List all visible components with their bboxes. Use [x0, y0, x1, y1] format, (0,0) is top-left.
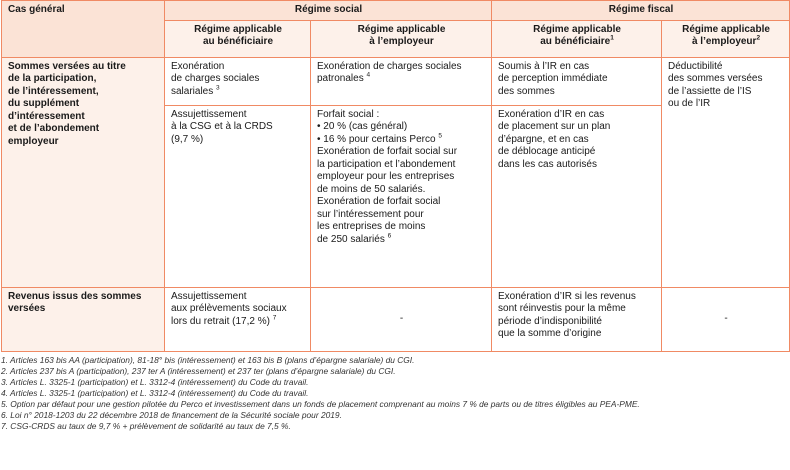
footnote-ref: 6 [387, 232, 392, 240]
cell-prelevements-sociaux: Assujettissement aux prélèvements sociaux lors du retrait (17,2 %) $^7$ [165, 287, 311, 351]
cell-assujettissement-csg: Assujettissement à la CSG et à la CRDS (9,7 %) [165, 105, 311, 287]
footnotes [1, 355, 789, 432]
subheader-social-beneficiaire: Régime applicable au bénéficiaire [165, 20, 311, 57]
cell-exoneration-ir-placement: Exonération d’IR en cas de placement sur un plan d’épargne, et en cas de déblocage anticipé dans les cas autorisés [492, 105, 662, 287]
footnote-5: 5. Option par défaut pour une gestion pilotée du Perco et investissement dans un fonds de placement comprenant au moins 7 % de parts ou de titres éligibles au PEA-PME. [1, 398, 640, 409]
regime-table [1, 0, 790, 352]
footnote-1: 1. Articles 163 bis AA (participation), 81-18° bis (intéressement) et 163 bis B (plans d’épargne salariale) du CGI. [1, 354, 415, 365]
cell-deductibilite: Déductibilité des sommes versées de l’assiette de l’IS ou de l’IR [662, 57, 790, 287]
header-row-1 [2, 1, 790, 21]
cell-exoneration-patronales: Exonération de charges sociales patronales $^4$ [311, 57, 492, 105]
document [1, 0, 789, 432]
row-sommes-1 [2, 57, 790, 105]
row-label-revenus: Revenus issus des sommes versées [2, 287, 165, 351]
cell-forfait-social: Forfait social : • 20 % (cas général) • 16 % pour certains Perco $^5$ Exonération de forfait social sur la participation et l’abondement employeur pour les entreprises de moins de 50 salariés. Exonération de forfait social sur l’intéressement pour les entreprises de moins de 250 salariés $^6$ [311, 105, 492, 287]
footnote-ref: 4 [366, 71, 371, 79]
footnote-4: 4. Articles L. 3325-1 (participation) et L. 3312-4 (intéressement) du Code du travail. [1, 387, 309, 398]
subheader-social-employeur: Régime applicable à l’employeur [311, 20, 492, 57]
subheader-fiscal-beneficiaire: Régime applicable au bénéficiaire$^1$ [492, 20, 662, 57]
footnote-2: 2. Articles 237 bis A (participation), 237 ter A (intéressement) et 237 ter (plans d’épargne salariale) du CGI. [1, 365, 396, 376]
footnote-6: 6. Loi n° 2018-1203 du 22 décembre 2018 de financement de la Sécurité sociale pour 2019. [1, 409, 342, 420]
footnote-ref: 3 [216, 84, 220, 92]
social-header: Régime social [165, 1, 492, 21]
corner-header: Cas général [2, 1, 165, 58]
footnote-3: 3. Articles L. 3325-1 (participation) et L. 3312-4 (intéressement) du Code du travail. [1, 376, 309, 387]
cell-empty-fiscal-employeur: - [662, 287, 790, 351]
footnote-7: 7. CSG-CRDS au taux de 9,7 % + prélèvement de solidarité au taux de 7,5 %. [1, 420, 291, 431]
footnote-ref: 5 [438, 132, 442, 140]
row-label-sommes: Sommes versées au titre de la participation, de l’intéressement, du supplément d’intéressement et de l’abondement employeur [2, 57, 165, 287]
footnote-ref: 1 [610, 34, 614, 42]
cell-soumis-ir: Soumis à l’IR en cas de perception immédiate des sommes [492, 57, 662, 105]
footnote-ref: 2 [756, 34, 761, 42]
cell-empty-social-employeur: - [311, 287, 492, 351]
cell-exoneration-salariales: Exonération de charges sociales salariales $^3$ [165, 57, 311, 105]
footnote-ref: 7 [272, 314, 277, 322]
cell-exoneration-ir-revenus: Exonération d’IR si les revenus sont réinvestis pour la même période d’indisponibilité que la somme d’origine [492, 287, 662, 351]
fiscal-header: Régime fiscal [492, 1, 790, 21]
subheader-fiscal-employeur: Régime applicable à l’employeur$^2$ [662, 20, 790, 57]
row-revenus [2, 287, 790, 351]
